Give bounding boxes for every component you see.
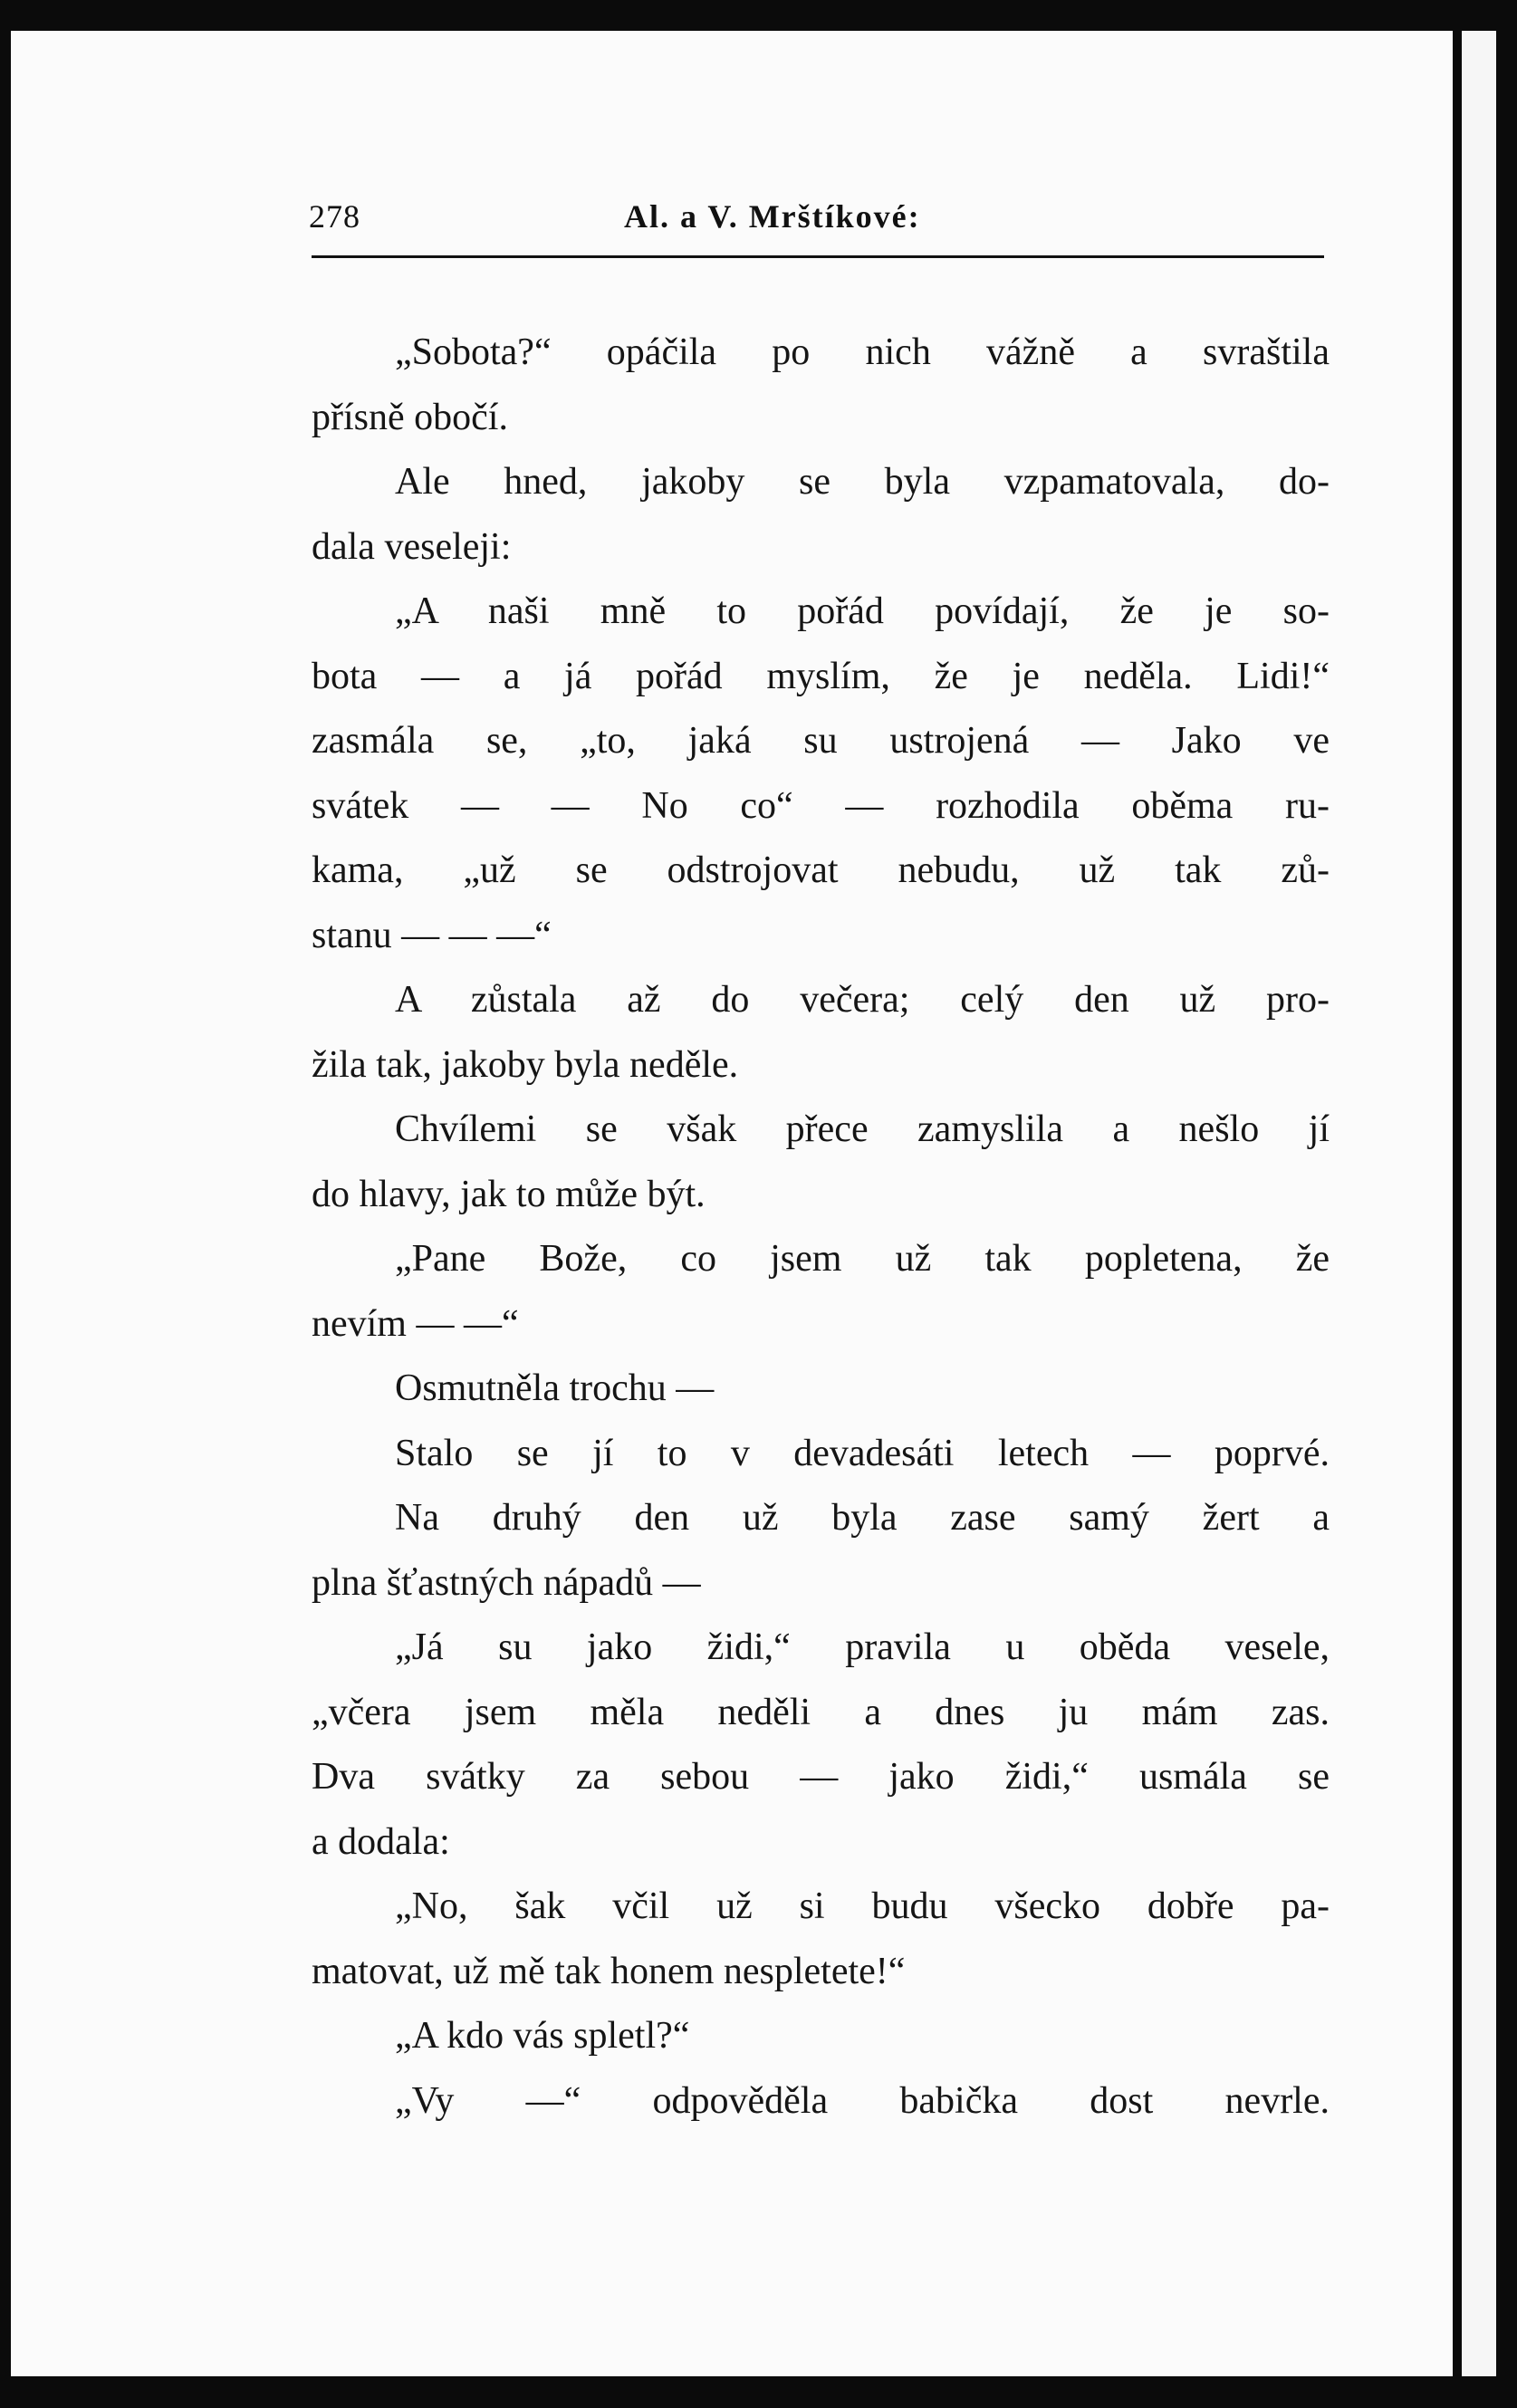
text-line: Chvílemi se však přece zamyslila a nešlo jí [395,1108,1330,1150]
text-line: Na druhý den už byla zase samý žert a [395,1497,1330,1539]
running-head [300,197,1325,248]
text-line: Osmutněla trochu — [395,1367,715,1409]
text-line: kama, „už se odstrojovat nebudu, už tak zů- [312,849,1330,891]
text-line: „Pane Bože, co jsem už tak popletena, že [395,1238,1330,1280]
text-line: a dodala: [312,1820,450,1863]
text-line: „A kdo vás spletl?“ [395,2015,690,2057]
text-line: A zůstala až do večera; celý den už pro- [395,979,1330,1021]
text-line: bota — a já pořád myslím, že je neděla. Lidi!“ [312,655,1330,697]
header-rule [312,255,1324,258]
text-line: Ale hned, jakoby se byla vzpamatovala, do- [395,461,1330,503]
text-line: „Vy —“ odpověděla babička dost nevrle. [395,2079,1330,2122]
text-line: přísně obočí. [312,396,508,438]
text-line: svátek — — No co“ — rozhodila oběma ru- [312,784,1330,827]
text-line: „A naši mně to pořád povídají, že je so- [395,590,1330,632]
text-line: matovat, už mě tak honem nespletete!“ [312,1950,906,1992]
text-line: „Já su jako židi,“ pravila u oběda vesele, [395,1626,1330,1668]
running-title: Al. a V. Mrštíkové: [624,198,921,235]
body-text [312,321,1330,2134]
text-line: Stalo se jí to v devadesáti letech — poprvé. [395,1432,1330,1474]
text-line: do hlavy, jak to může být. [312,1173,706,1215]
facing-page-edge [1462,31,1496,2376]
text-line: zasmála se, „to, jaká su ustrojená — Jako ve [312,720,1330,762]
text-line: dala veseleji: [312,525,512,568]
text-line: plna šťastných nápadů — [312,1561,701,1604]
text-line: „Sobota?“ opáčila po nich vážně a svraštila [395,331,1330,373]
text-line: nevím — —“ [312,1302,519,1345]
text-line: „včera jsem měla neděli a dnes ju mám zas. [312,1691,1330,1733]
text-line: stanu — — —“ [312,914,552,956]
text-line: „No, šak včil už si budu všecko dobře pa- [395,1885,1330,1927]
page-number: 278 [309,198,360,235]
text-line: Dva svátky za sebou — jako židi,“ usmála se [312,1756,1330,1798]
text-line: žila tak, jakoby byla neděle. [312,1043,739,1086]
